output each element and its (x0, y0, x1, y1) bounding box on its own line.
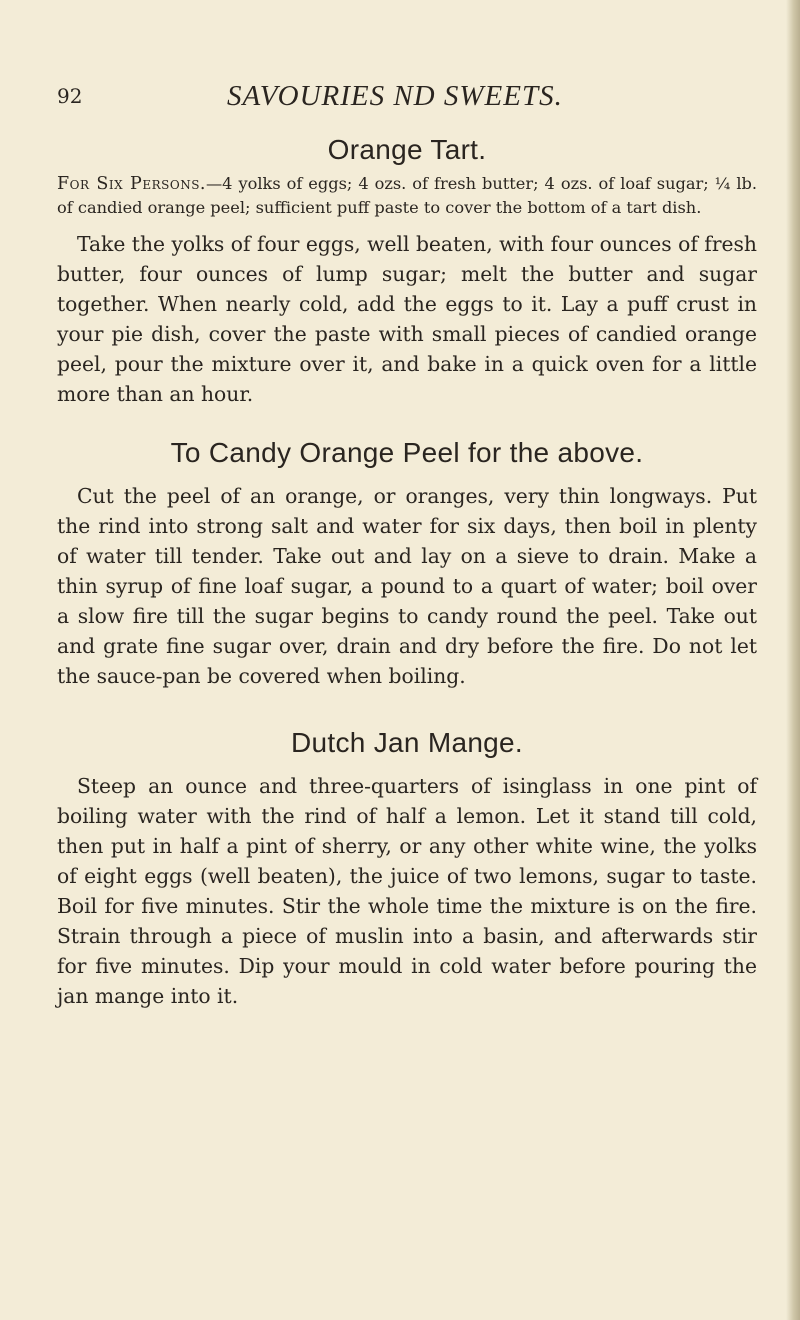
running-head (57, 80, 757, 120)
recipe-title: To Candy Orange Peel for the above. (170, 437, 644, 468)
recipe-dutch-jan-mange (57, 727, 757, 1011)
recipe-method: Cut the peel of an orange, or oranges, very thin longways. Put the rind into strong salt and water for six days, then boil in plenty of water till tender. Take out and lay on a sieve to drain. Make a thin syrup of fine loaf sugar, a pound to a quart of water; boil over a slow fire till the sugar begins to candy round the peel. Take out and grate fine sugar over, drain and dry before the fire. Do not let the sauce-pan be covered when boiling. (57, 484, 757, 688)
page-edge-shadow (786, 0, 800, 1320)
servings-label: For Six Persons. (57, 174, 206, 194)
ingredients-text: —4 yolks of eggs; 4 ozs. of fresh butter; 4 ozs. of loaf sugar; ¼ lb. of candied orange peel; sufficient puff paste to cover the bottom of a tart dish. (57, 174, 758, 217)
recipe-candy-orange-peel (57, 437, 757, 691)
recipe-title: Dutch Jan Mange. (290, 727, 524, 758)
recipe-method: Steep an ounce and three-quarters of isinglass in one pint of boiling water with the rind of half a lemon. Let it stand till cold, then put in half a pint of sherry, or any other white wine, the yolks of eight eggs (well beaten), the juice of two lemons, sugar to taste. Boil for five minutes. Stir the whole time the mixture is on the fire. Strain through a piece of muslin into a basin, and afterwards stir for five minutes. Dip your mould in cold water before pouring the jan mange into it. (57, 774, 757, 1008)
book-page (57, 80, 757, 1011)
recipe-orange-tart (57, 134, 757, 409)
running-title: SAVOURIES ND SWEETS. (227, 80, 563, 112)
page-number: 92 (57, 84, 83, 108)
recipe-title: Orange Tart. (327, 134, 487, 165)
recipe-method: Take the yolks of four eggs, well beaten, with four ounces of fresh butter, four ounces of lump sugar; melt the butter and sugar together. When nearly cold, add the eggs to it. Lay a puff crust in your pie dish, cover the paste with small pieces of candied orange peel, pour the mixture over it, and bake in a quick oven for a little more than an hour. (57, 232, 757, 406)
ingredients-list (57, 172, 757, 219)
